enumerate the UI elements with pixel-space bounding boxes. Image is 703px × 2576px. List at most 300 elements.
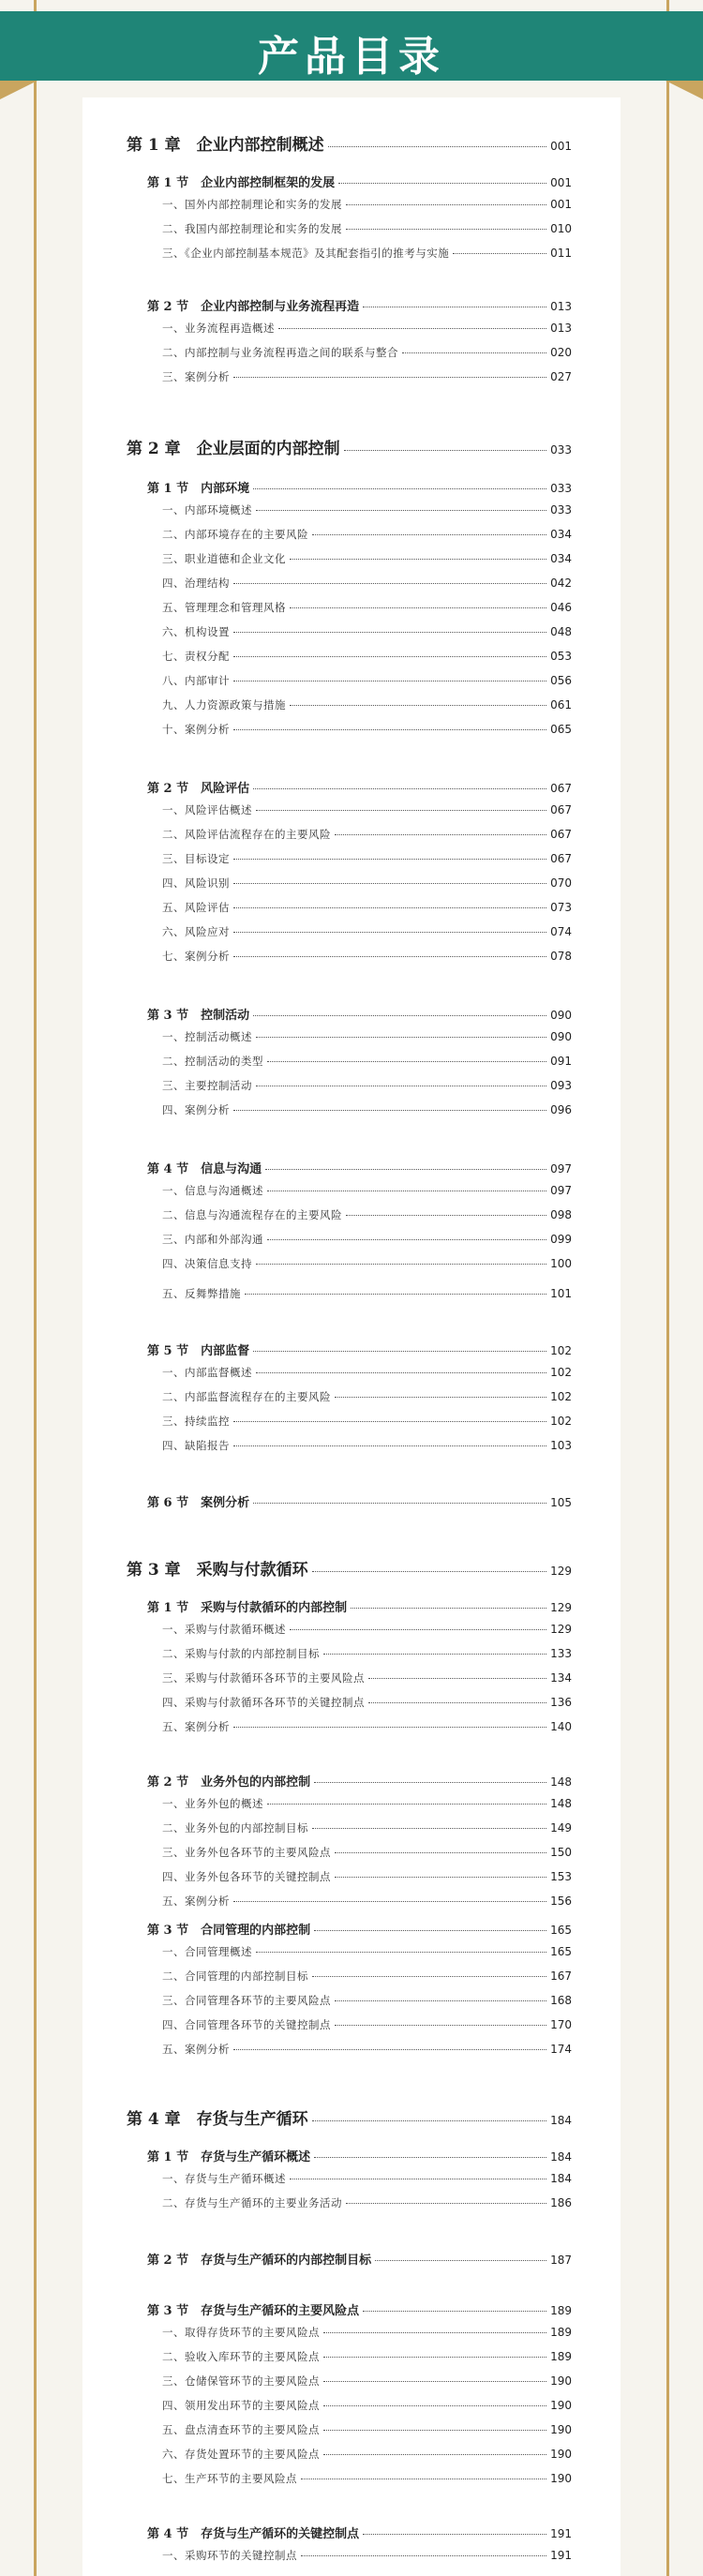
toc-item-title: 一、风险评估概述 (162, 803, 252, 816)
toc-item-title: 一、控制活动概述 (162, 1030, 252, 1043)
toc-page-number: 168 (550, 1994, 572, 2007)
toc-section-row[interactable] (127, 1920, 572, 1938)
toc-item-title: 一、取得存货环节的主要风险点 (162, 2326, 320, 2339)
toc-item-row[interactable] (127, 1029, 572, 1044)
toc-page-number: 189 (550, 2304, 572, 2317)
dot-leader (253, 1351, 546, 1352)
toc-page-number: 102 (550, 1366, 572, 1379)
dot-leader (312, 1571, 546, 1572)
toc-page-number: 174 (550, 2043, 572, 2056)
toc-item-row[interactable] (127, 1365, 572, 1380)
toc-item-title: 二、内部环境存在的主要风险 (162, 528, 308, 541)
dot-leader (301, 2555, 546, 2556)
dot-leader (233, 859, 546, 860)
toc-page-number: 100 (550, 1257, 572, 1270)
toc-section-row[interactable] (127, 478, 572, 496)
toc-item-title: 一、存货与生产循环概述 (162, 2172, 286, 2185)
toc-section-row[interactable] (127, 1772, 572, 1790)
toc-item-row[interactable] (127, 2195, 572, 2210)
toc-page-number: 053 (550, 650, 572, 663)
toc-item-row[interactable] (127, 924, 572, 939)
toc-item-row[interactable] (127, 2349, 572, 2364)
dot-leader (253, 788, 546, 789)
dot-leader (363, 2534, 546, 2535)
toc-page-number: 011 (550, 247, 572, 260)
dot-leader (312, 1828, 546, 1829)
toc-chapter-row[interactable] (127, 435, 572, 458)
toc-item-row[interactable] (127, 1719, 572, 1734)
dot-leader (335, 2000, 546, 2001)
toc-section-title: 第 1 节 采购与付款循环的内部控制 (147, 1601, 348, 1615)
toc-page-number: 102 (550, 1390, 572, 1403)
dot-leader (233, 2049, 546, 2050)
toc-page-number: 098 (550, 1208, 572, 1221)
toc-item-title: 三、职业道德和企业文化 (162, 552, 286, 565)
toc-page-number: 027 (550, 370, 572, 383)
dot-leader (335, 834, 546, 835)
toc-section-row[interactable] (127, 2300, 572, 2318)
toc-item-title: 四、缺陷报告 (162, 1439, 230, 1452)
dot-leader (402, 352, 546, 353)
dot-leader (312, 1976, 546, 1977)
dot-leader (267, 1061, 546, 1062)
toc-chapter-title: 第 1 章 企业内部控制概述 (127, 136, 324, 155)
toc-page-number: 189 (550, 2350, 572, 2363)
toc-item-title: 五、案例分析 (162, 1895, 230, 1908)
dot-leader (256, 1372, 546, 1373)
toc-page-number: 102 (550, 1344, 572, 1357)
dot-leader (323, 2454, 546, 2455)
toc-page-number: 134 (550, 1671, 572, 1685)
toc-page-number: 020 (550, 346, 572, 359)
toc-section-title: 第 4 节 存货与生产循环的关键控制点 (147, 2527, 360, 2541)
toc-item-row[interactable] (127, 576, 572, 591)
toc-page-number: 010 (550, 222, 572, 235)
toc-item-title: 四、案例分析 (162, 1103, 230, 1116)
toc-item-row[interactable] (127, 949, 572, 964)
dot-leader (323, 2332, 546, 2333)
dot-leader (290, 559, 546, 560)
toc-item-row[interactable] (127, 1944, 572, 1959)
dot-leader (233, 1901, 546, 1902)
toc-item-row[interactable] (127, 827, 572, 842)
toc-item-title: 四、治理结构 (162, 577, 230, 590)
toc-item-row[interactable] (127, 1102, 572, 1117)
toc-item-row[interactable] (127, 802, 572, 817)
dot-leader (328, 146, 546, 147)
toc-section-title: 第 3 节 控制活动 (147, 1009, 250, 1023)
dot-leader (335, 1852, 546, 1853)
toc-item-title: 八、内部审计 (162, 674, 230, 687)
toc-item-title: 二、验收入库环节的主要风险点 (162, 2350, 320, 2363)
toc-page-number: 184 (550, 2172, 572, 2185)
toc-item-row[interactable] (127, 1969, 572, 1984)
toc-item-title: 一、业务外包的概述 (162, 1797, 263, 1810)
toc-section-row[interactable] (127, 296, 572, 314)
toc-item-title: 六、存货处置环节的主要风险点 (162, 2448, 320, 2461)
dot-leader (335, 2025, 546, 2026)
dot-leader (312, 2120, 546, 2121)
dot-leader (233, 1727, 546, 1728)
toc-section-row[interactable] (127, 1159, 572, 1176)
toc-item-row[interactable] (127, 2374, 572, 2389)
toc-item-row[interactable] (127, 1820, 572, 1835)
toc-section-title: 第 2 节 风险评估 (147, 782, 250, 796)
toc-section-title: 第 3 节 存货与生产循环的主要风险点 (147, 2304, 360, 2318)
toc-page-number: 148 (550, 1775, 572, 1789)
toc-page-number: 184 (550, 2114, 572, 2127)
toc-item-row[interactable] (127, 1646, 572, 1661)
toc-item-title: 十、案例分析 (162, 723, 230, 736)
toc-item-row[interactable] (127, 369, 572, 384)
dot-leader (256, 1264, 546, 1265)
toc-page-number: 001 (550, 198, 572, 211)
dot-leader (351, 1608, 546, 1609)
left-gold-border (34, 0, 37, 2576)
toc-item-row[interactable] (127, 1695, 572, 1710)
toc-item-title: 一、国外内部控制理论和实务的发展 (162, 198, 342, 211)
dot-leader (335, 1397, 546, 1398)
toc-item-title: 一、采购与付款循环概述 (162, 1623, 286, 1636)
toc-chapter-row[interactable] (127, 1556, 572, 1580)
toc-page-number: 105 (550, 1496, 572, 1509)
toc-page-number: 073 (550, 901, 572, 914)
toc-page-number: 186 (550, 2196, 572, 2209)
toc-item-row[interactable] (127, 1670, 572, 1685)
dot-leader (368, 1678, 546, 1679)
toc-item-row[interactable] (127, 1389, 572, 1404)
toc-page-number: 001 (550, 140, 572, 153)
toc-item-row[interactable] (127, 2325, 572, 2340)
toc-page-number: 061 (550, 698, 572, 711)
dot-leader (335, 1877, 546, 1878)
toc-page-number: 187 (550, 2254, 572, 2267)
toc-item-row[interactable] (127, 1845, 572, 1860)
toc-item-row[interactable] (127, 551, 572, 566)
toc-page-number: 148 (550, 1797, 572, 1810)
toc-page-number: 034 (550, 552, 572, 565)
toc-page-number: 129 (550, 1623, 572, 1636)
toc-item-title: 三、合同管理各环节的主要风险点 (162, 1994, 331, 2007)
toc-page-number: 099 (550, 1233, 572, 1246)
toc-item-row[interactable] (127, 624, 572, 639)
toc-page-number: 067 (550, 803, 572, 816)
toc-section-title: 第 2 节 存货与生产循环的内部控制目标 (147, 2254, 372, 2268)
toc-item-row[interactable] (127, 900, 572, 915)
toc-section-row[interactable] (127, 1492, 572, 1510)
toc-page-number: 191 (550, 2549, 572, 2562)
toc-page-number: 190 (550, 2399, 572, 2412)
toc-item-title: 二、存货与生产循环的主要业务活动 (162, 2196, 342, 2209)
toc-item-title: 三、《企业内部控制基本规范》及其配套指引的推考与实施 (162, 247, 450, 260)
toc-page-number: 103 (550, 1439, 572, 1452)
toc-item-row[interactable] (127, 345, 572, 360)
toc-page-number: 167 (550, 1969, 572, 1983)
toc-item-row[interactable] (127, 697, 572, 712)
toc-chapter-title: 第 2 章 企业层面的内部控制 (127, 440, 340, 458)
dot-leader (314, 2157, 546, 2158)
toc-page-number: 091 (550, 1055, 572, 1068)
toc-item-row[interactable] (127, 1414, 572, 1429)
toc-item-title: 二、合同管理的内部控制目标 (162, 1969, 308, 1983)
toc-item-title: 一、采购环节的关键控制点 (162, 2549, 297, 2562)
toc-item-row[interactable] (127, 2042, 572, 2057)
toc-item-row[interactable] (127, 1232, 572, 1247)
toc-page-number: 056 (550, 674, 572, 687)
toc-page-number: 190 (550, 2448, 572, 2461)
toc-page-number: 097 (550, 1184, 572, 1197)
toc-page-number: 090 (550, 1009, 572, 1022)
dot-leader (253, 488, 546, 489)
toc-page-number: 067 (550, 852, 572, 865)
dot-leader (375, 2260, 546, 2261)
toc-page-number: 190 (550, 2374, 572, 2388)
toc-item-row[interactable] (127, 2171, 572, 2186)
dot-leader (256, 1037, 546, 1038)
toc-item-title: 三、业务外包各环节的主要风险点 (162, 1846, 331, 1859)
toc-page-number: 013 (550, 322, 572, 335)
toc-section-title: 第 6 节 案例分析 (147, 1496, 250, 1510)
toc-section-row[interactable] (127, 172, 572, 190)
dot-leader (233, 932, 546, 933)
toc-section-title: 第 5 节 内部监督 (147, 1344, 250, 1358)
dot-leader (368, 1702, 546, 1703)
dot-leader (363, 2311, 546, 2312)
toc-section-title: 第 2 节 业务外包的内部控制 (147, 1775, 311, 1790)
dot-leader (346, 2203, 546, 2204)
dot-leader (233, 883, 546, 884)
toc-chapter-title: 第 4 章 存货与生产循环 (127, 2110, 308, 2129)
toc-item-row[interactable] (127, 527, 572, 542)
dot-leader (256, 810, 546, 811)
toc-item-row[interactable] (127, 221, 572, 236)
toc-item-row[interactable] (127, 1207, 572, 1222)
toc-item-title: 四、领用发出环节的主要风险点 (162, 2399, 320, 2412)
dot-leader (233, 656, 546, 657)
toc-item-title: 一、信息与沟通概述 (162, 1184, 263, 1197)
dot-leader (253, 1015, 546, 1016)
toc-item-row[interactable] (127, 2422, 572, 2437)
toc-item-row[interactable] (127, 722, 572, 737)
toc-item-row[interactable] (127, 1078, 572, 1093)
toc-section-row[interactable] (127, 1597, 572, 1615)
toc-page-number: 097 (550, 1162, 572, 1176)
toc-item-title: 四、采购与付款循环各环节的关键控制点 (162, 1696, 365, 1709)
dot-leader (256, 510, 546, 511)
dot-leader (323, 1654, 546, 1655)
dot-leader (245, 1294, 546, 1295)
toc-page-number: 093 (550, 1079, 572, 1092)
toc-item-title: 二、风险评估流程存在的主要风险 (162, 828, 331, 841)
toc-item-row[interactable] (127, 1256, 572, 1271)
toc-item-row[interactable] (127, 2398, 572, 2413)
toc-item-title: 三、案例分析 (162, 370, 230, 383)
toc-item-title: 三、持续监控 (162, 1415, 230, 1428)
toc-page-number: 190 (550, 2472, 572, 2485)
toc-item-row[interactable] (127, 673, 572, 688)
dot-leader (278, 328, 546, 329)
toc-section-title: 第 3 节 合同管理的内部控制 (147, 1924, 311, 1938)
toc-item-row[interactable] (127, 2017, 572, 2032)
banner-fold-left (0, 81, 37, 99)
toc-item-row[interactable] (127, 649, 572, 664)
dot-leader (312, 534, 546, 535)
toc-item-row[interactable] (127, 1796, 572, 1811)
toc-section-row[interactable] (127, 1005, 572, 1023)
toc-item-title: 二、信息与沟通流程存在的主要风险 (162, 1208, 342, 1221)
toc-page-number: 078 (550, 950, 572, 963)
toc-item-row[interactable] (127, 321, 572, 336)
toc-page-number: 096 (550, 1103, 572, 1116)
toc-item-row[interactable] (127, 1054, 572, 1069)
toc-page-number: 149 (550, 1821, 572, 1835)
toc-chapter-row[interactable] (127, 131, 572, 155)
toc-page-number: 033 (550, 443, 572, 457)
toc-item-title: 三、内部和外部沟通 (162, 1233, 263, 1246)
toc-page-number: 170 (550, 2018, 572, 2031)
toc-item-row[interactable] (127, 197, 572, 212)
toc-item-title: 六、机构设置 (162, 625, 230, 638)
dot-leader (233, 729, 546, 730)
toc-section-row[interactable] (127, 2147, 572, 2164)
toc-item-row[interactable] (127, 1869, 572, 1884)
toc-item-row[interactable] (127, 1438, 572, 1453)
toc-item-row[interactable] (127, 1993, 572, 2008)
toc-item-row[interactable] (127, 1286, 572, 1301)
toc-chapter-row[interactable] (127, 2105, 572, 2129)
toc-item-row[interactable] (127, 1894, 572, 1909)
dot-leader (314, 1930, 546, 1931)
toc-item-title: 二、采购与付款的内部控制目标 (162, 1647, 320, 1660)
toc-item-title: 四、决策信息支持 (162, 1257, 252, 1270)
toc-page-number: 101 (550, 1287, 572, 1300)
toc-item-title: 二、内部监督流程存在的主要风险 (162, 1390, 331, 1403)
toc-item-title: 七、生产环节的主要风险点 (162, 2472, 297, 2485)
toc-section-row[interactable] (127, 1340, 572, 1358)
toc-section-row[interactable] (127, 778, 572, 796)
toc-section-row[interactable] (127, 2524, 572, 2541)
dot-leader (265, 1169, 546, 1170)
toc-item-title: 一、业务流程再造概述 (162, 322, 275, 335)
toc-item-title: 三、主要控制活动 (162, 1079, 252, 1092)
toc-item-row[interactable] (127, 876, 572, 891)
dot-leader (290, 607, 546, 608)
dot-leader (290, 705, 546, 706)
toc-page-number: 048 (550, 625, 572, 638)
toc-item-title: 七、责权分配 (162, 650, 230, 663)
toc-page-number: 150 (550, 1846, 572, 1859)
toc-page-number: 033 (550, 482, 572, 495)
toc-section-title: 第 4 节 信息与沟通 (147, 1162, 262, 1176)
toc-item-title: 二、控制活动的类型 (162, 1055, 263, 1068)
toc-item-title: 四、风险识别 (162, 876, 230, 890)
dot-leader (344, 450, 546, 451)
toc-page-number: 133 (550, 1647, 572, 1660)
toc-item-title: 六、风险应对 (162, 925, 230, 938)
toc-item-row[interactable] (127, 1622, 572, 1637)
toc-item-title: 五、案例分析 (162, 2043, 230, 2056)
toc-section-title: 第 1 节 企业内部控制框架的发展 (147, 176, 336, 190)
toc-item-title: 七、案例分析 (162, 950, 230, 963)
dot-leader (267, 1239, 546, 1240)
dot-leader (253, 1503, 546, 1504)
toc-item-title: 二、业务外包的内部控制目标 (162, 1821, 308, 1835)
toc-page-number: 156 (550, 1895, 572, 1908)
toc-item-title: 三、采购与付款循环各环节的主要风险点 (162, 1671, 365, 1685)
toc-page-number: 189 (550, 2326, 572, 2339)
toc-page-number: 033 (550, 503, 572, 517)
toc-page-number: 165 (550, 1945, 572, 1958)
toc-section-title: 第 1 节 存货与生产循环概述 (147, 2150, 311, 2164)
toc-page-number: 165 (550, 1924, 572, 1937)
toc-page-number: 013 (550, 300, 572, 313)
dot-leader (314, 1782, 546, 1783)
toc-page-number: 140 (550, 1720, 572, 1733)
toc-page-number: 184 (550, 2150, 572, 2164)
dot-leader (233, 1110, 546, 1111)
toc-item-title: 二、内部控制与业务流程再造之间的联系与整合 (162, 346, 398, 359)
toc-item-row[interactable] (127, 851, 572, 866)
toc-page-number: 102 (550, 1415, 572, 1428)
toc-item-title: 四、合同管理各环节的关键控制点 (162, 2018, 331, 2031)
dot-leader (338, 183, 546, 184)
dot-leader (233, 632, 546, 633)
dot-leader (233, 907, 546, 908)
dot-leader (233, 1421, 546, 1422)
dot-leader (233, 377, 546, 378)
toc-item-row[interactable] (127, 246, 572, 261)
toc-item-title: 一、合同管理概述 (162, 1945, 252, 1958)
dot-leader (233, 1445, 546, 1446)
toc-item-title: 五、案例分析 (162, 1720, 230, 1733)
toc-item-title: 三、仓储保管环节的主要风险点 (162, 2374, 320, 2388)
toc-item-row[interactable] (127, 2447, 572, 2462)
toc-page-number: 001 (550, 176, 572, 189)
toc-page-number: 065 (550, 723, 572, 736)
banner-fold-right (666, 81, 703, 99)
toc-page-number: 090 (550, 1030, 572, 1043)
toc-item-title: 一、内部监督概述 (162, 1366, 252, 1379)
toc-page-number: 070 (550, 876, 572, 890)
toc-item-row[interactable] (127, 502, 572, 517)
toc-item-title: 二、我国内部控制理论和实务的发展 (162, 222, 342, 235)
toc-section-title: 第 2 节 企业内部控制与业务流程再造 (147, 300, 360, 314)
right-gold-border (666, 0, 669, 2576)
dot-leader (256, 1952, 546, 1953)
dot-leader (290, 1629, 546, 1630)
toc-section-row[interactable] (127, 2250, 572, 2268)
dot-leader (323, 2405, 546, 2406)
toc-chapter-title: 第 3 章 采购与付款循环 (127, 1561, 308, 1580)
toc-section-title: 第 1 节 内部环境 (147, 482, 250, 496)
toc-item-row[interactable] (127, 1183, 572, 1198)
dot-leader (453, 253, 546, 254)
toc-item-title: 一、内部环境概述 (162, 503, 252, 517)
toc-page-number: 046 (550, 601, 572, 614)
toc-page-number: 190 (550, 2423, 572, 2436)
toc-page-number: 191 (550, 2527, 572, 2540)
dot-leader (233, 583, 546, 584)
toc-page-number: 129 (550, 1565, 572, 1578)
toc-item-row[interactable] (127, 2548, 572, 2563)
toc-page-number: 034 (550, 528, 572, 541)
toc-page-number: 067 (550, 782, 572, 795)
toc-item-title: 五、风险评估 (162, 901, 230, 914)
toc-item-title: 五、管理理念和管理风格 (162, 601, 286, 614)
toc-item-row[interactable] (127, 600, 572, 615)
toc-item-row[interactable] (127, 2471, 572, 2486)
dot-leader (323, 2357, 546, 2358)
